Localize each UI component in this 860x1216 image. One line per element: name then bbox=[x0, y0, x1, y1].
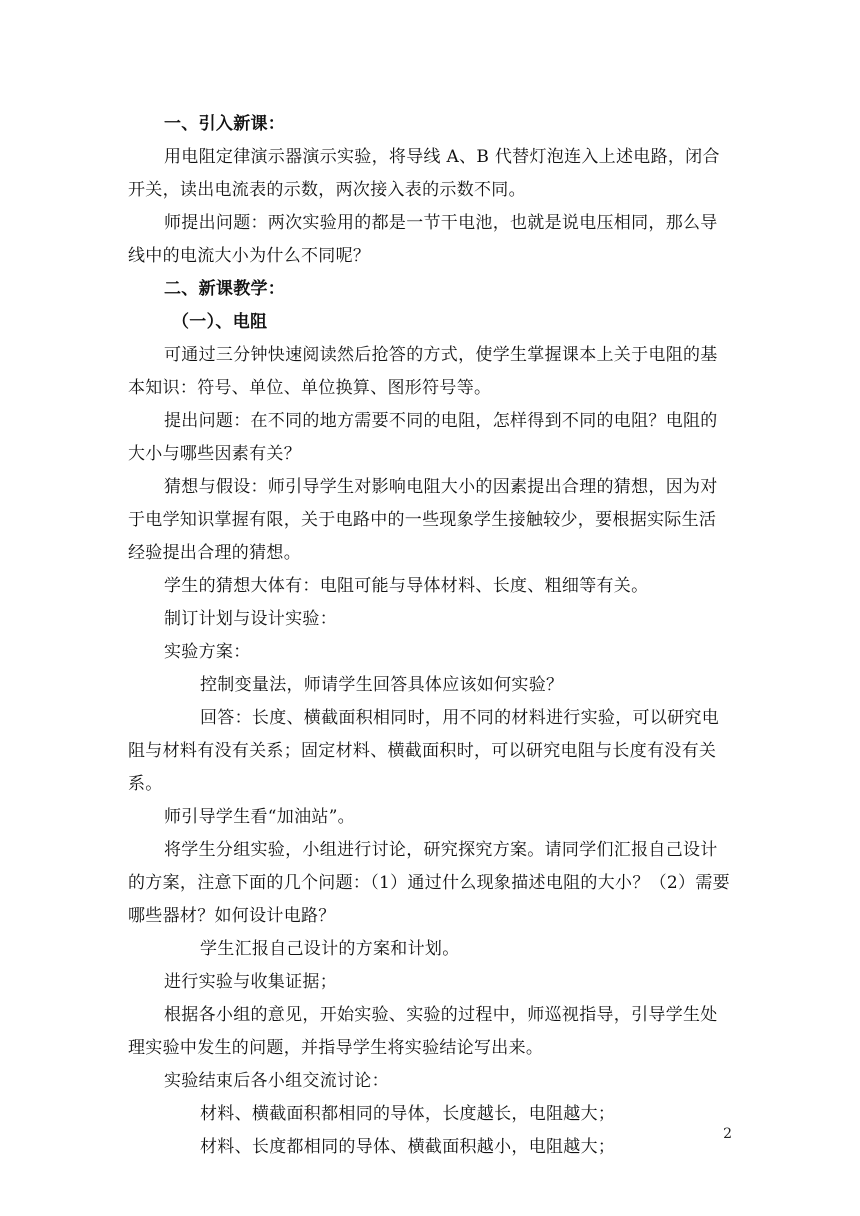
page-number: 2 bbox=[723, 1126, 732, 1142]
paragraph: 师提出问题：两次实验用的都是一节干电池，也就是说电压相同，那么导线中的电流大小为什么不同呢？ bbox=[128, 213, 718, 266]
paragraph: 制订计划与设计实验： bbox=[164, 609, 337, 629]
paragraph: 将学生分组实验，小组进行讨论，研究探究方案。请同学们汇报自己设计的方案，注意下面的几个问题：（1）通过什么现象描述电阻的大小？（2）需要哪些器材？如何设计电路？ bbox=[128, 840, 730, 926]
paragraph: 回答：长度、横截面积相同时，用不同的材料进行实验，可以研究电阻与材料有没有关系；固定材料、横截面积时，可以研究电阻与长度有没有关系。 bbox=[128, 708, 719, 794]
paragraph: 实验方案： bbox=[164, 642, 251, 662]
paragraph: 用电阻定律演示器演示实验，将导线 A、B 代替灯泡连入上述电路，闭合开关，读出电流表的示数，两次接入表的示数不同。 bbox=[128, 147, 720, 200]
paragraph: 材料、长度都相同的导体、横截面积越小，电阻越大； bbox=[200, 1137, 616, 1157]
paragraph: 可通过三分钟快速阅读然后抢答的方式，使学生掌握课本上关于电阻的基本知识：符号、单位、单位换算、图形符号等。 bbox=[128, 345, 718, 398]
paragraph: 猜想与假设：师引导学生对影响电阻大小的因素提出合理的猜想，因为对于电学知识掌握有限，关于电路中的一些现象学生接触较少，要根据实际生活经验提出合理的猜想。 bbox=[128, 477, 718, 563]
paragraph: 控制变量法，师请学生回答具体应该如何实验？ bbox=[200, 675, 564, 695]
document-body bbox=[128, 108, 732, 1164]
paragraph: 根据各小组的意见，开始实验、实验的过程中，师巡视指导，引导学生处理实验中发生的问题，并指导学生将实验结论写出来。 bbox=[128, 1005, 718, 1058]
paragraph: 提出问题：在不同的地方需要不同的电阻，怎样得到不同的电阻？电阻的大小与哪些因素有关？ bbox=[128, 411, 718, 464]
paragraph: 一、引入新课： bbox=[164, 114, 286, 134]
paragraph: 学生汇报自己设计的方案和计划。 bbox=[200, 939, 460, 959]
paragraph: 实验结束后各小组交流讨论： bbox=[164, 1071, 389, 1091]
paragraph: （一）、电阻 bbox=[172, 312, 268, 332]
paragraph: 材料、横截面积都相同的导体，长度越长，电阻越大； bbox=[200, 1104, 616, 1124]
paragraph: 二、新课教学： bbox=[164, 279, 286, 299]
paragraph: 学生的猜想大体有：电阻可能与导体材料、长度、粗细等有关。 bbox=[164, 576, 649, 596]
paragraph: 师引导学生看“加油站”。 bbox=[164, 807, 355, 827]
paragraph: 进行实验与收集证据； bbox=[164, 972, 337, 992]
